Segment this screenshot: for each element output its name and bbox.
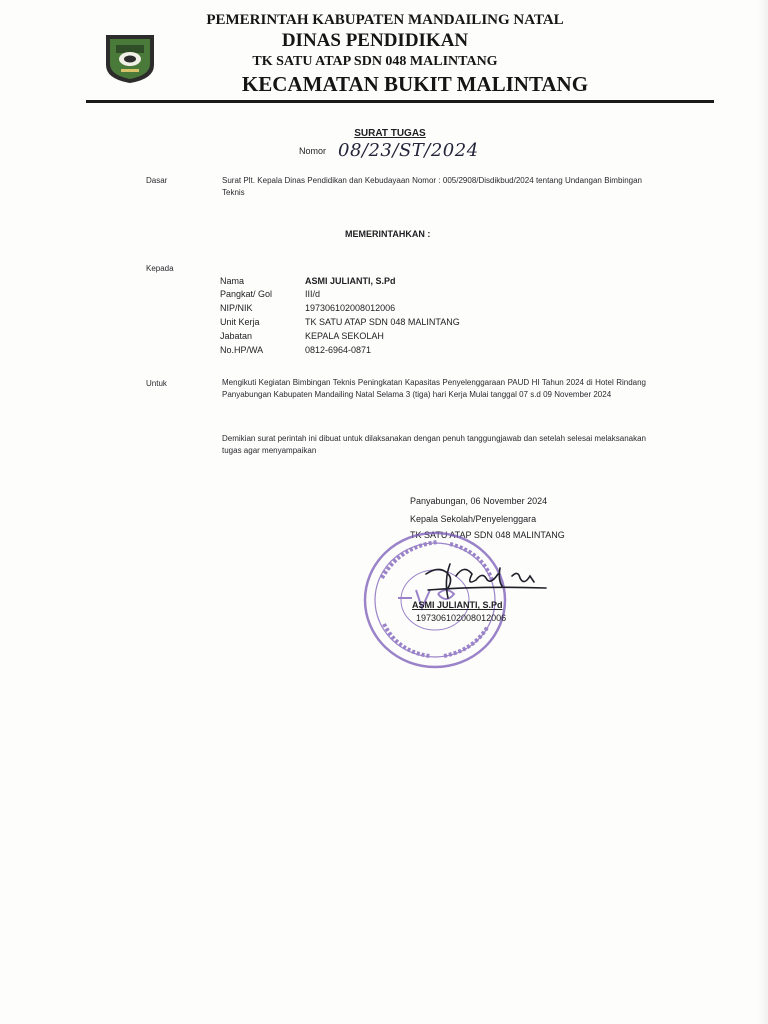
document-title: SURAT TUGAS (354, 128, 426, 139)
letterhead-agency: DINAS PENDIDIKAN (281, 30, 469, 51)
field-value-jabatan: KEPALA SEKOLAH (305, 331, 384, 341)
dasar-label: Dasar (146, 176, 168, 185)
letterhead-government: PEMERINTAH KABUPATEN MANDAILING NATAL (206, 12, 564, 28)
field-label-jabatan: Jabatan (220, 331, 253, 341)
untuk-label: Untuk (146, 379, 167, 388)
memerintahkan-heading: MEMERINTAHKAN : (345, 229, 431, 239)
field-label-unit-kerja: Unit Kerja (220, 317, 260, 327)
nomor-label: Nomor (299, 146, 327, 156)
untuk-text: Mengikuti Kegiatan Bimbingan Teknis Peningkatan Kapasitas Penyelenggaraan PAUD HI Tahun 2024 di Hotel Rindang Panyabungan Kabupaten Mandailing Natal Selama 3 (tiga) hari Kerja Mulai tanggal 07 s.d 09 November 2024 (222, 378, 646, 399)
kepada-label: Kepada (146, 264, 174, 273)
field-value-hp: 0812-6964-0871 (305, 345, 372, 355)
handwritten-signature-icon (420, 558, 550, 602)
field-label-hp: No.HP/WA (220, 345, 264, 355)
signatory-nip: 197306102008012006 (416, 613, 507, 623)
field-label-nip: NIP/NIK (220, 303, 253, 313)
field-value-nip: 197306102008012006 (305, 303, 396, 313)
scan-edge-shadow (758, 0, 768, 1024)
dasar-text: Surat Plt. Kepala Dinas Pendidikan dan Kebudayaan Nomor : 005/2908/Disdikbud/2024 tentang Undangan Bimbingan Teknis (222, 176, 642, 197)
field-value-unit-kerja: TK SATU ATAP SDN 048 MALINTANG (305, 317, 460, 327)
letterhead-school: TK SATU ATAP SDN 048 MALINTANG (252, 54, 498, 69)
closing-text: Demikian surat perintah ini dibuat untuk dilaksanakan dengan penuh tanggungjawab dan setelah selesai melaksanakan tugas agar menyampaikan (222, 434, 646, 455)
signature-institution: TK SATU ATAP SDN 048 MALINTANG (410, 530, 565, 540)
field-value-pangkat: III/d (305, 289, 321, 299)
letterhead-divider (86, 100, 714, 103)
regency-emblem-icon (104, 31, 156, 85)
field-label-pangkat: Pangkat/ Gol (220, 289, 273, 299)
nomor-value: 08/23/ST/2024 (338, 140, 479, 161)
field-label-nama: Nama (220, 276, 245, 286)
signatory-name: ASMI JULIANTI, S.Pd (412, 600, 503, 610)
field-value-nama: ASMI JULIANTI, S.Pd (305, 276, 396, 286)
signature-position: Kepala Sekolah/Penyelenggara (410, 514, 537, 524)
signature-place-date: Panyabungan, 06 November 2024 (410, 496, 548, 506)
letterhead-district: KECAMATAN BUKIT MALINTANG (241, 72, 589, 96)
